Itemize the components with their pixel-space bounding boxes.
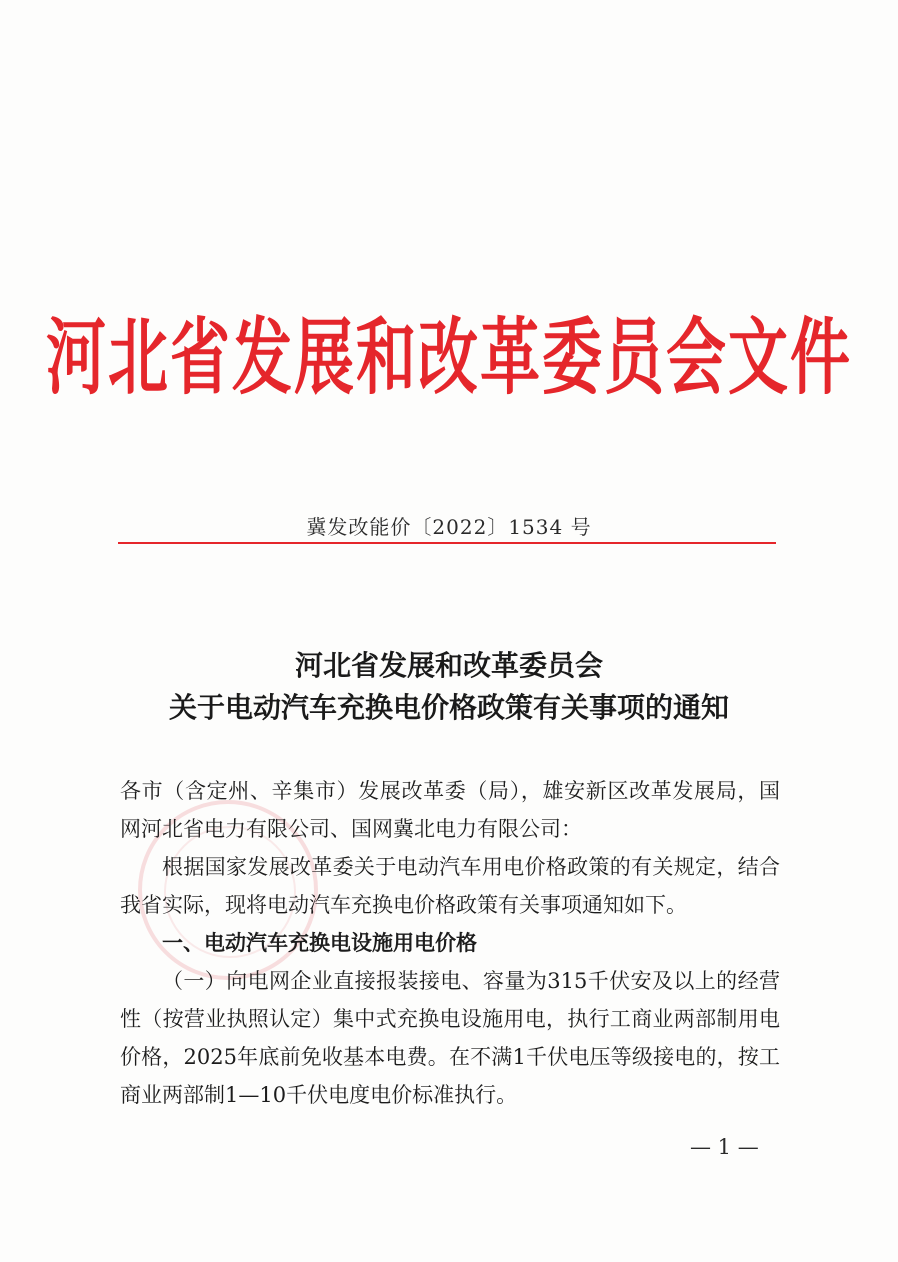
masthead-title: 河北省发展和改革委员会文件 — [46, 309, 852, 407]
red-divider-rule — [118, 542, 776, 544]
page-number: — 1 — — [690, 1135, 759, 1159]
document-title-line-1: 河北省发展和改革委员会 — [294, 649, 603, 682]
recipients-paragraph: 各市（含定州、辛集市）发展改革委（局），雄安新区改革发展局，国网河北省电力有限公司、国网冀北电力有限公司： — [120, 779, 780, 841]
document-body — [120, 772, 780, 1114]
section-1-paragraph-1: （一）向电网企业直接报装接电、容量为315千伏安及以上的经营性（按营业执照认定）集中式充换电设施用电，执行工商业两部制用电价格，2025年底前免收基本电费。在不满1千伏电压等级接电的，按工商业两部制1—10千伏电度电价标准执行。 — [120, 969, 780, 1107]
document-number: 冀发改能价〔2022〕1534 号 — [306, 515, 592, 539]
section-heading-1: 一、电动汽车充换电设施用电价格 — [162, 931, 477, 955]
document-title-line-2: 关于电动汽车充换电价格政策有关事项的通知 — [168, 691, 729, 724]
intro-paragraph: 根据国家发展改革委关于电动汽车用电价格政策的有关规定，结合我省实际，现将电动汽车充换电价格政策有关事项通知如下。 — [120, 855, 780, 917]
